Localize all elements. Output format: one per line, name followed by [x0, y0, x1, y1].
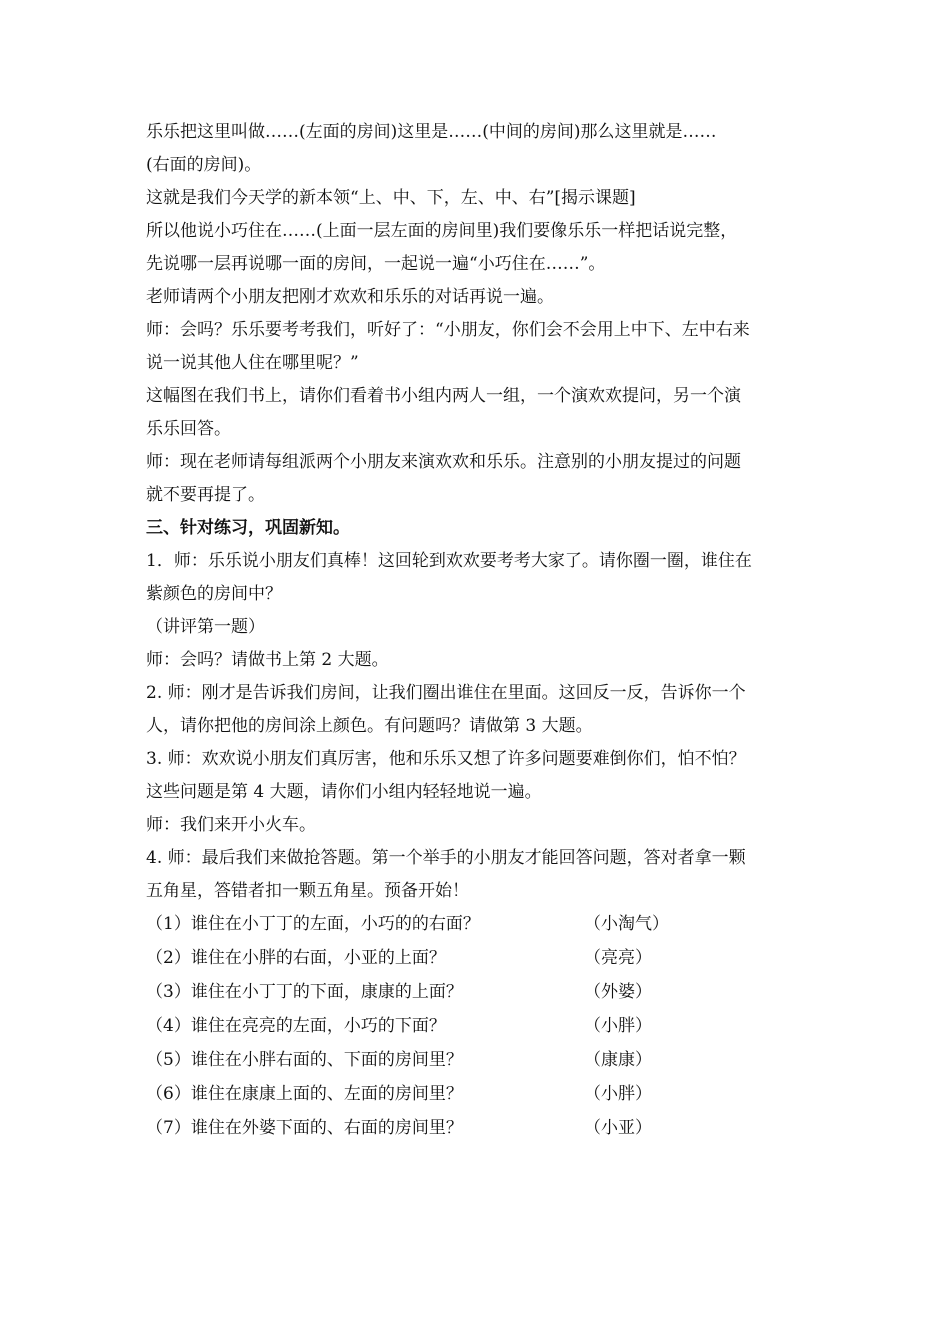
- text-line: 师：我们来开小火车。: [146, 815, 316, 835]
- text-line: 4. 师：最后我们来做抢答题。第一个举手的小朋友才能回答问题，答对者拿一颗: [146, 848, 746, 868]
- text-line: 2. 师：刚才是告诉我们房间，让我们圈出谁住在里面。这回反一反，告诉你一个: [146, 683, 746, 703]
- text-line: 3. 师：欢欢说小朋友们真厉害，他和乐乐又想了许多问题要难倒你们，怕不怕？: [146, 749, 746, 769]
- answer-text: （小淘气）: [584, 914, 669, 934]
- text-line: 这就是我们今天学的新本领“上、中、下，左、中、右”[揭示课题]: [146, 188, 636, 208]
- question-text: （7）谁住在外婆下面的、右面的房间里？: [146, 1118, 463, 1138]
- text-line: 这些问题是第 4 大题，请你们小组内轻轻地说一遍。: [146, 782, 542, 802]
- text-line: 就不要再提了。: [146, 485, 265, 505]
- text-line: 师：会吗？请做书上第 2 大题。: [146, 650, 389, 670]
- question-row: [146, 984, 814, 1001]
- question-row: [146, 1018, 814, 1035]
- text-line: 师：会吗？乐乐要考考我们，听好了：“小朋友，你们会不会用上中下、左中右来: [146, 320, 750, 340]
- question-text: （5）谁住在小胖右面的、下面的房间里？: [146, 1050, 463, 1070]
- question-row: [146, 1120, 814, 1137]
- text-line: 乐乐把这里叫做……(左面的房间)这里是……(中间的房间)那么这里就是……: [146, 122, 717, 142]
- text-line: 说一说其他人住在哪里呢？”: [146, 353, 359, 373]
- text-line: （讲评第一题）: [146, 617, 265, 637]
- text-line: 先说哪一层再说哪一面的房间，一起说一遍“小巧住在……”。: [146, 254, 606, 274]
- text-line: 这幅图在我们书上，请你们看着书小组内两人一组，一个演欢欢提问，另一个演: [146, 386, 741, 406]
- question-row: [146, 1052, 814, 1069]
- text-line: 老师请两个小朋友把刚才欢欢和乐乐的对话再说一遍。: [146, 287, 554, 307]
- text-line: 乐乐回答。: [146, 419, 231, 439]
- answer-text: （小亚）: [584, 1118, 652, 1138]
- question-row: [146, 1086, 814, 1103]
- answer-text: （小胖）: [584, 1016, 652, 1036]
- question-text: （3）谁住在小丁丁的下面，康康的上面？: [146, 982, 463, 1002]
- answer-text: （小胖）: [584, 1084, 652, 1104]
- question-row: [146, 950, 814, 967]
- text-line: 五角星，答错者扣一颗五角星。预备开始！: [146, 881, 469, 901]
- text-line: 人，请你把他的房间涂上颜色。有问题吗？请做第 3 大题。: [146, 716, 593, 736]
- question-text: （4）谁住在亮亮的左面，小巧的下面？: [146, 1016, 446, 1036]
- text-line: 1．师：乐乐说小朋友们真棒！这回轮到欢欢要考考大家了。请你圈一圈，谁住在: [146, 551, 752, 571]
- text-line: (右面的房间)。: [146, 155, 262, 175]
- section-heading: 三、针对练习，巩固新知。: [146, 518, 350, 538]
- question-text: （2）谁住在小胖的右面，小亚的上面？: [146, 948, 446, 968]
- answer-text: （康康）: [584, 1050, 652, 1070]
- document-body: [146, 124, 814, 1154]
- answer-text: （外婆）: [584, 982, 652, 1002]
- answer-text: （亮亮）: [584, 948, 652, 968]
- question-row: [146, 916, 814, 933]
- text-line: 师：现在老师请每组派两个小朋友来演欢欢和乐乐。注意别的小朋友提过的问题: [146, 452, 741, 472]
- text-line: 紫颜色的房间中？: [146, 584, 282, 604]
- question-text: （1）谁住在小丁丁的左面，小巧的的右面？: [146, 914, 480, 934]
- question-text: （6）谁住在康康上面的、左面的房间里？: [146, 1084, 463, 1104]
- text-line: 所以他说小巧住在……(上面一层左面的房间里)我们要像乐乐一样把话说完整，: [146, 221, 738, 241]
